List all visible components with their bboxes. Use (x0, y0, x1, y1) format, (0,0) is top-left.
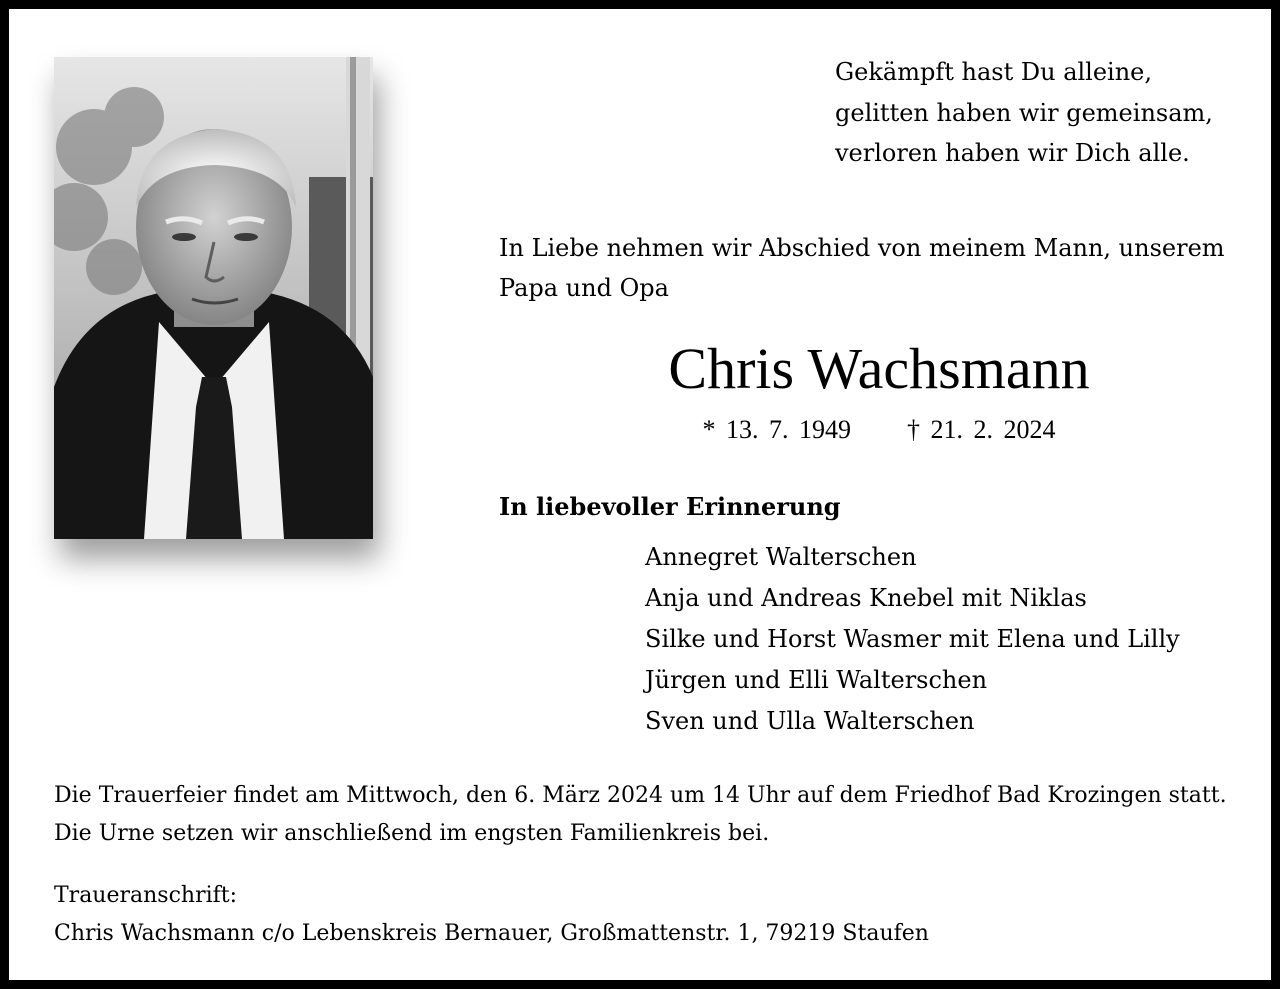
poem-line: Gekämpft hast Du alleine, (835, 58, 1153, 86)
family-member: Silke und Horst Wasmer mit Elena und Lilly (645, 625, 1180, 653)
funeral-line: Die Trauerfeier findet am Mittwoch, den 6. März 2024 um 14 Uhr auf dem Friedhof Bad Krozingen statt. (54, 783, 1227, 808)
family-member: Jürgen und Elli Walterschen (645, 666, 988, 694)
intro-text (499, 228, 1225, 308)
death-date: † 21. 2. 2024 (907, 415, 1056, 444)
intro-line: In Liebe nehmen wir Abschied von meinem Mann, unserem (499, 234, 1225, 262)
family-member: Sven und Ulla Walterschen (645, 707, 975, 735)
mourning-address (54, 877, 929, 953)
deceased-name: Chris Wachsmann (668, 336, 1090, 401)
family-member: Anja und Andreas Knebel mit Niklas (645, 584, 1087, 612)
poem-line: verloren haben wir Dich alle. (835, 139, 1190, 167)
portrait-photo (54, 57, 373, 539)
funeral-line: Die Urne setzen wir anschließend im engsten Familienkreis bei. (54, 821, 770, 846)
poem (835, 52, 1213, 174)
family-list (645, 537, 1180, 742)
poem-line: gelitten haben wir gemeinsam, (835, 98, 1213, 127)
address-value: Chris Wachsmann c/o Lebenskreis Bernauer, Großmattenstr. 1, 79219 Staufen (54, 921, 929, 946)
memory-heading: In liebevoller Erinnerung (499, 492, 841, 521)
address-label: Traueranschrift: (54, 883, 238, 908)
family-member: Annegret Walterschen (645, 543, 917, 571)
intro-line: Papa und Opa (499, 274, 669, 302)
birth-date: * 13. 7. 1949 (702, 415, 851, 444)
life-dates (499, 410, 1259, 450)
funeral-info (54, 777, 1227, 853)
